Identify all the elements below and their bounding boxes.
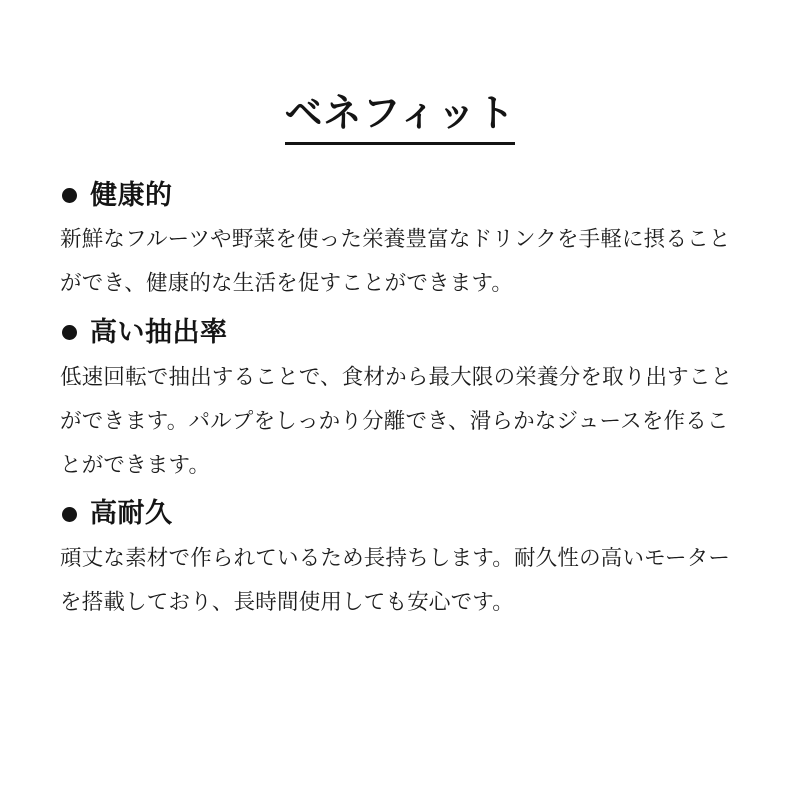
benefit-body-1: 新鮮なフルーツや野菜を使った栄養豊富なドリンクを手軽に摂ることができ、健康的な生活を促すことができます。 (60, 227, 731, 296)
benefit-title-3: 高耐久 (90, 498, 173, 529)
benefit-body-3: 頑丈な素材で作られているため長持ちします。耐久性の高いモーターを搭載しており、長時間使用しても安心です。 (60, 546, 731, 614)
benefit-section-2 (58, 316, 742, 487)
filled-circle-bullet-icon (62, 188, 77, 203)
page-title (58, 92, 742, 145)
benefit-body-2: 低速回転で抽出することで、食材から最大限の栄養分を取り出すことができます。パルプをしっかり分離でき、滑らかなジュースを作ることができます。 (60, 364, 733, 477)
benefit-section-3 (58, 497, 742, 624)
benefit-heading-3 (62, 497, 742, 531)
benefit-title-2: 高い抽出率 (90, 317, 228, 348)
page-title-text: ベネフィット (285, 92, 516, 145)
filled-circle-bullet-icon (62, 325, 77, 340)
benefit-heading-1 (62, 179, 742, 213)
filled-circle-bullet-icon (62, 507, 77, 522)
benefit-heading-2 (62, 316, 742, 350)
benefit-title-1: 健康的 (90, 179, 173, 210)
benefit-section-1 (58, 179, 742, 306)
